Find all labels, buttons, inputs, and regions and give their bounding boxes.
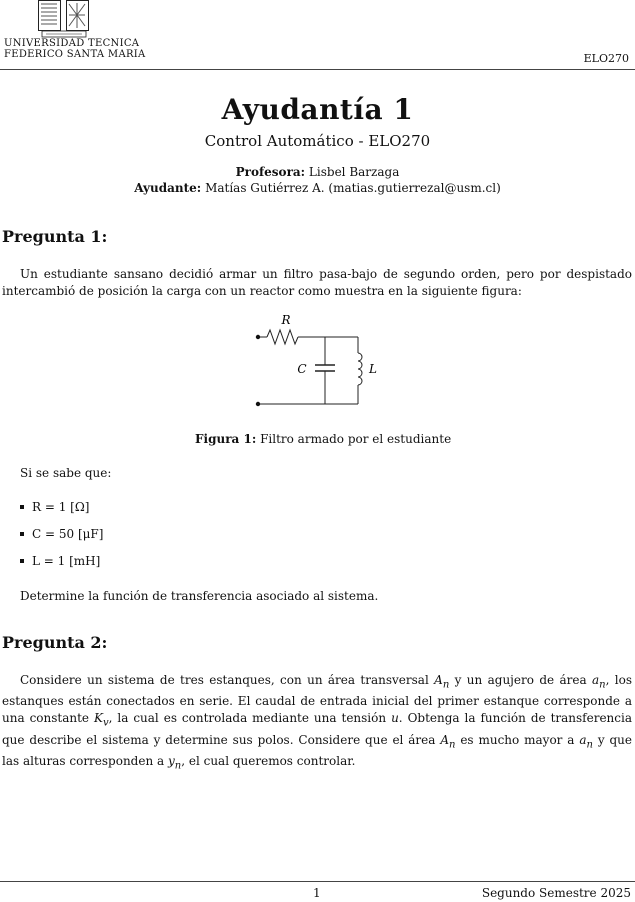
institution-line-2: FEDERICO SANTA MARIA: [4, 49, 146, 60]
assistant-label: Ayudante:: [134, 181, 202, 195]
question-2-heading: Pregunta 2:: [2, 633, 108, 652]
bullet-icon: [20, 505, 24, 509]
bullet-icon: [20, 532, 24, 536]
list-item-text: L = 1 [mH]: [32, 554, 101, 568]
input-terminal-bottom: [256, 402, 260, 406]
figure-label: Figura 1:: [195, 432, 257, 446]
list-item: [20, 500, 89, 514]
document-subtitle: Control Automático - ELO270: [204, 132, 431, 150]
question-1-task: Determine la función de transferencia asociado al sistema.: [20, 589, 379, 603]
question-2-body: Considere un sistema de tres estanques, con un área transversal $A_n$ y un agujero de área $a_n$, los estanques están conectados en serie. El caudal de entrada inicial del primer estanque corresponde a una constante $K_v$, la cual es controlada mediante una tensión u. Obtenga la función de transferencia que describe el sistema y determine sus polos. Considere que el área $A_n$ es mucho mayor a $a_n$ y que las alturas corresponden a $y_n$, el cual queremos controlar.: [2, 673, 632, 772]
professor-line: [0, 165, 635, 179]
header-rule: [0, 69, 635, 70]
circuit-diagram: [245, 310, 395, 410]
professor-label: Profesora:: [235, 165, 306, 179]
inductor-label: L: [369, 362, 377, 376]
institution-name: [4, 38, 146, 60]
figure-caption-text: Filtro armado por el estudiante: [260, 432, 452, 446]
assistant-name: Matías Gutiérrez A. (matias.gutierrezal@usm.cl): [205, 181, 501, 195]
assistant-line: [0, 181, 635, 195]
list-item-text: R = 1 [Ω]: [32, 500, 90, 514]
question-1-intro: Un estudiante sansano decidió armar un filtro pasa-bajo de segundo orden, pero por despistado intercambió de posición la carga con un reactor como muestra en la siguiente figura:: [2, 267, 632, 298]
professor-name: Lisbel Barzaga: [308, 165, 400, 179]
figure-caption: [195, 432, 451, 446]
input-terminal-top: [256, 335, 260, 339]
resistor-label: R: [281, 313, 291, 327]
course-code: ELO270: [583, 52, 629, 65]
question-1-heading: Pregunta 1:: [2, 227, 108, 246]
page-number: 1: [313, 886, 321, 900]
semester-label: Segundo Semestre 2025: [481, 886, 631, 900]
list-item: [20, 527, 103, 541]
list-item-text: C = 50 [μF]: [32, 527, 104, 541]
list-item: [20, 554, 100, 568]
bullet-icon: [20, 559, 24, 563]
institution-line-1: UNIVERSIDAD TECNICA: [4, 38, 140, 49]
known-values-intro: Si se sabe que:: [20, 466, 112, 480]
capacitor-label: C: [297, 362, 307, 376]
document-title: Ayudantía 1: [221, 93, 414, 126]
footer-rule: [0, 881, 635, 882]
university-logo: [38, 0, 90, 38]
